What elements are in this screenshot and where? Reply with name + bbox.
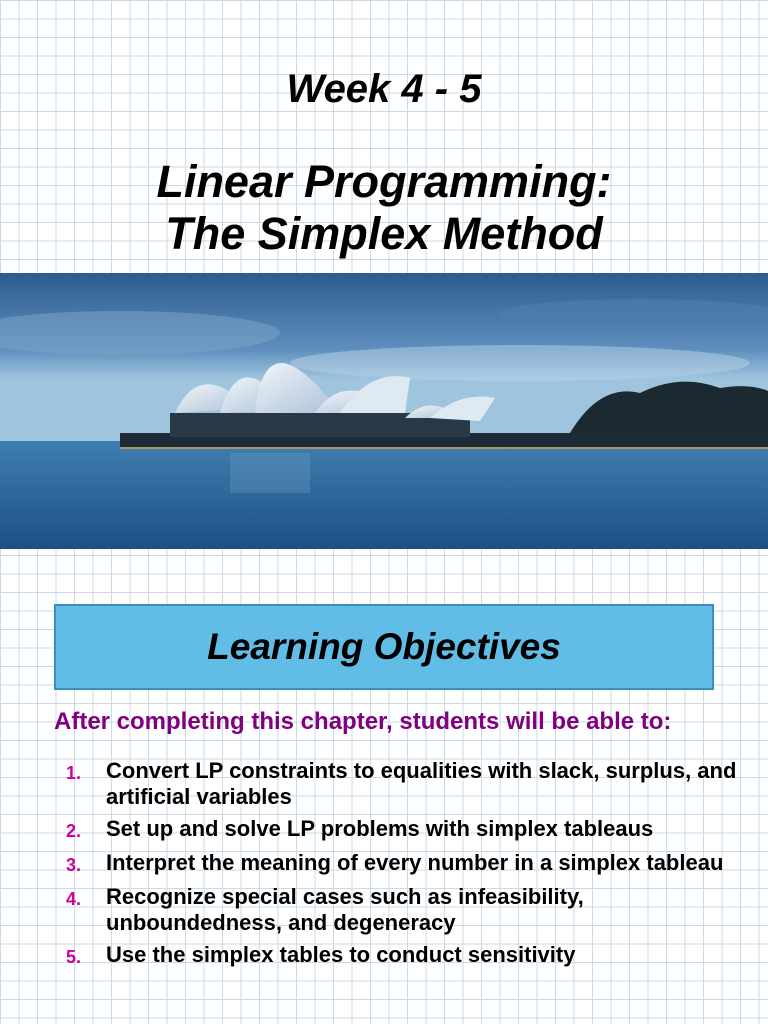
list-item <box>66 884 756 936</box>
learning-objectives-heading: Learning Objectives <box>207 626 561 667</box>
list-item-text: Recognize special cases such as infeasibility, unboundedness, and degeneracy <box>106 884 584 935</box>
list-item-text: Convert LP constraints to equalities with slack, surplus, and artificial variables <box>106 758 737 809</box>
list-item <box>66 942 756 970</box>
list-item-number: 4. <box>66 889 82 909</box>
list-item-number: 3. <box>66 855 82 875</box>
objectives-list <box>66 758 756 976</box>
list-item-number: 2. <box>66 821 82 841</box>
learning-objectives-heading-box <box>54 604 714 690</box>
list-item-text: Use the simplex tables to conduct sensitivity <box>106 942 576 967</box>
week-title: Week 4 - 5 <box>286 67 482 111</box>
opera-house-banner <box>0 273 768 549</box>
slide-title-line1: Linear Programming: <box>156 156 612 207</box>
slide-title-line2: The Simplex Method <box>165 208 603 259</box>
list-item <box>66 816 756 844</box>
list-item <box>66 850 756 878</box>
list-item-number: 1. <box>66 763 82 783</box>
list-item-text: Interpret the meaning of every number in a simplex tableau <box>106 850 724 875</box>
list-item-text: Set up and solve LP problems with simplex tableaus <box>106 816 654 841</box>
objectives-intro: After completing this chapter, students will be able to: <box>54 708 672 735</box>
list-item <box>66 758 756 810</box>
sydney-opera-house-photo <box>0 273 768 549</box>
list-item-number: 5. <box>66 947 82 967</box>
slide-title <box>0 156 768 260</box>
